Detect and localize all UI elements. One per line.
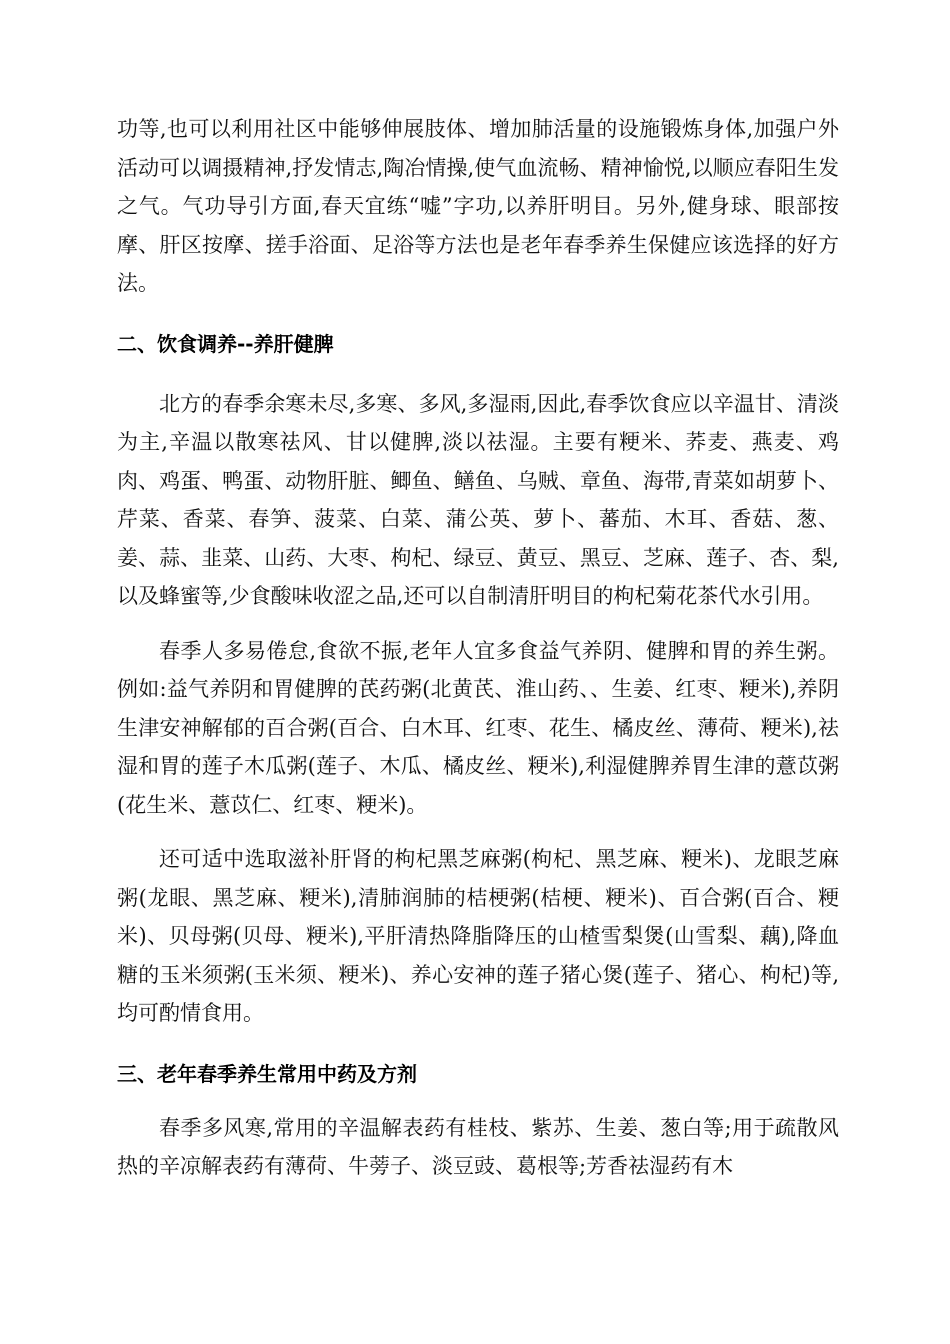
section-heading-diet: 二、饮食调养--养肝健脾 (117, 331, 334, 356)
paragraph-exercise: 功等,也可以利用社区中能够伸展肢体、增加肺活量的设施锻炼身体,加强户外活动可以调摄精神,抒发情志,陶冶情操,使气血流畅、精神愉悦,以顺应春阳生发之气。气功导引方面,春天宜练“嘘”字功,以养肝明目。另外,健身球、眼部按摩、肝区按摩、搓手浴面、足浴等方法也是老年春季养生保健应该选择的好方法。 (117, 117, 839, 295)
section-heading-herbs: 三、老年春季养生常用中药及方剂 (117, 1061, 417, 1086)
spacer (117, 616, 839, 632)
paragraph-herbs: 春季多风寒,常用的辛温解表药有桂枝、紫苏、生姜、葱白等;用于疏散风热的辛凉解表药有薄荷、牛蒡子、淡豆豉、葛根等;芳香祛湿药有木 (117, 1115, 839, 1178)
spacer (117, 363, 839, 385)
paragraph-diet-foods: 北方的春季余寒未尽,多寒、多风,多湿雨,因此,春季饮食应以辛温甘、清淡为主,辛温以散寒祛风、甘以健脾,淡以祛湿。主要有粳米、荞麦、燕麦、鸡肉、鸡蛋、鸭蛋、动物肝脏、鲫鱼、鳝鱼、乌贼、章鱼、海带,青菜如胡萝卜、芹菜、香菜、春笋、菠菜、白菜、蒲公英、萝卜、蕃茄、木耳、香菇、葱、姜、蒜、韭菜、山药、大枣、枸杞、绿豆、黄豆、黑豆、芝麻、莲子、杏、梨,以及蜂蜜等,少食酸味收涩之品,还可以自制清肝明目的枸杞菊花茶代水引用。 (117, 391, 839, 608)
spacer (117, 1033, 839, 1055)
spacer (117, 303, 839, 325)
paragraph-tonic-porridge: 还可适中选取滋补肝肾的枸杞黑芝麻粥(枸杞、黑芝麻、粳米)、龙眼芝麻粥(龙眼、黑芝麻、粳米),清肺润肺的桔梗粥(桔梗、粳米)、百合粥(百合、粳米)、贝母粥(贝母、粳米),平肝清热降脂降压的山楂雪梨煲(山雪梨、藕),降血糖的玉米须粥(玉米须、粳米)、养心安神的莲子猪心煲(莲子、猪心、枸杞)等,均可酌情食用。 (117, 847, 839, 1025)
spacer (117, 1093, 839, 1109)
paragraph-porridge: 春季人多易倦怠,食欲不振,老年人宜多食益气养阴、健脾和胃的养生粥。例如:益气养阴和胃健脾的芪药粥(北黄芪、淮山药、、生姜、红枣、粳米),养阴生津安神解郁的百合粥(百合、白木耳、红枣、花生、橘皮丝、薄荷、粳米),祛湿和胃的莲子木瓜粥(莲子、木瓜、橘皮丝、粳米),利湿健脾养胃生津的薏苡粥(花生米、薏苡仁、红枣、粳米)。 (117, 638, 839, 817)
document-body (117, 110, 839, 1186)
spacer (117, 824, 839, 840)
